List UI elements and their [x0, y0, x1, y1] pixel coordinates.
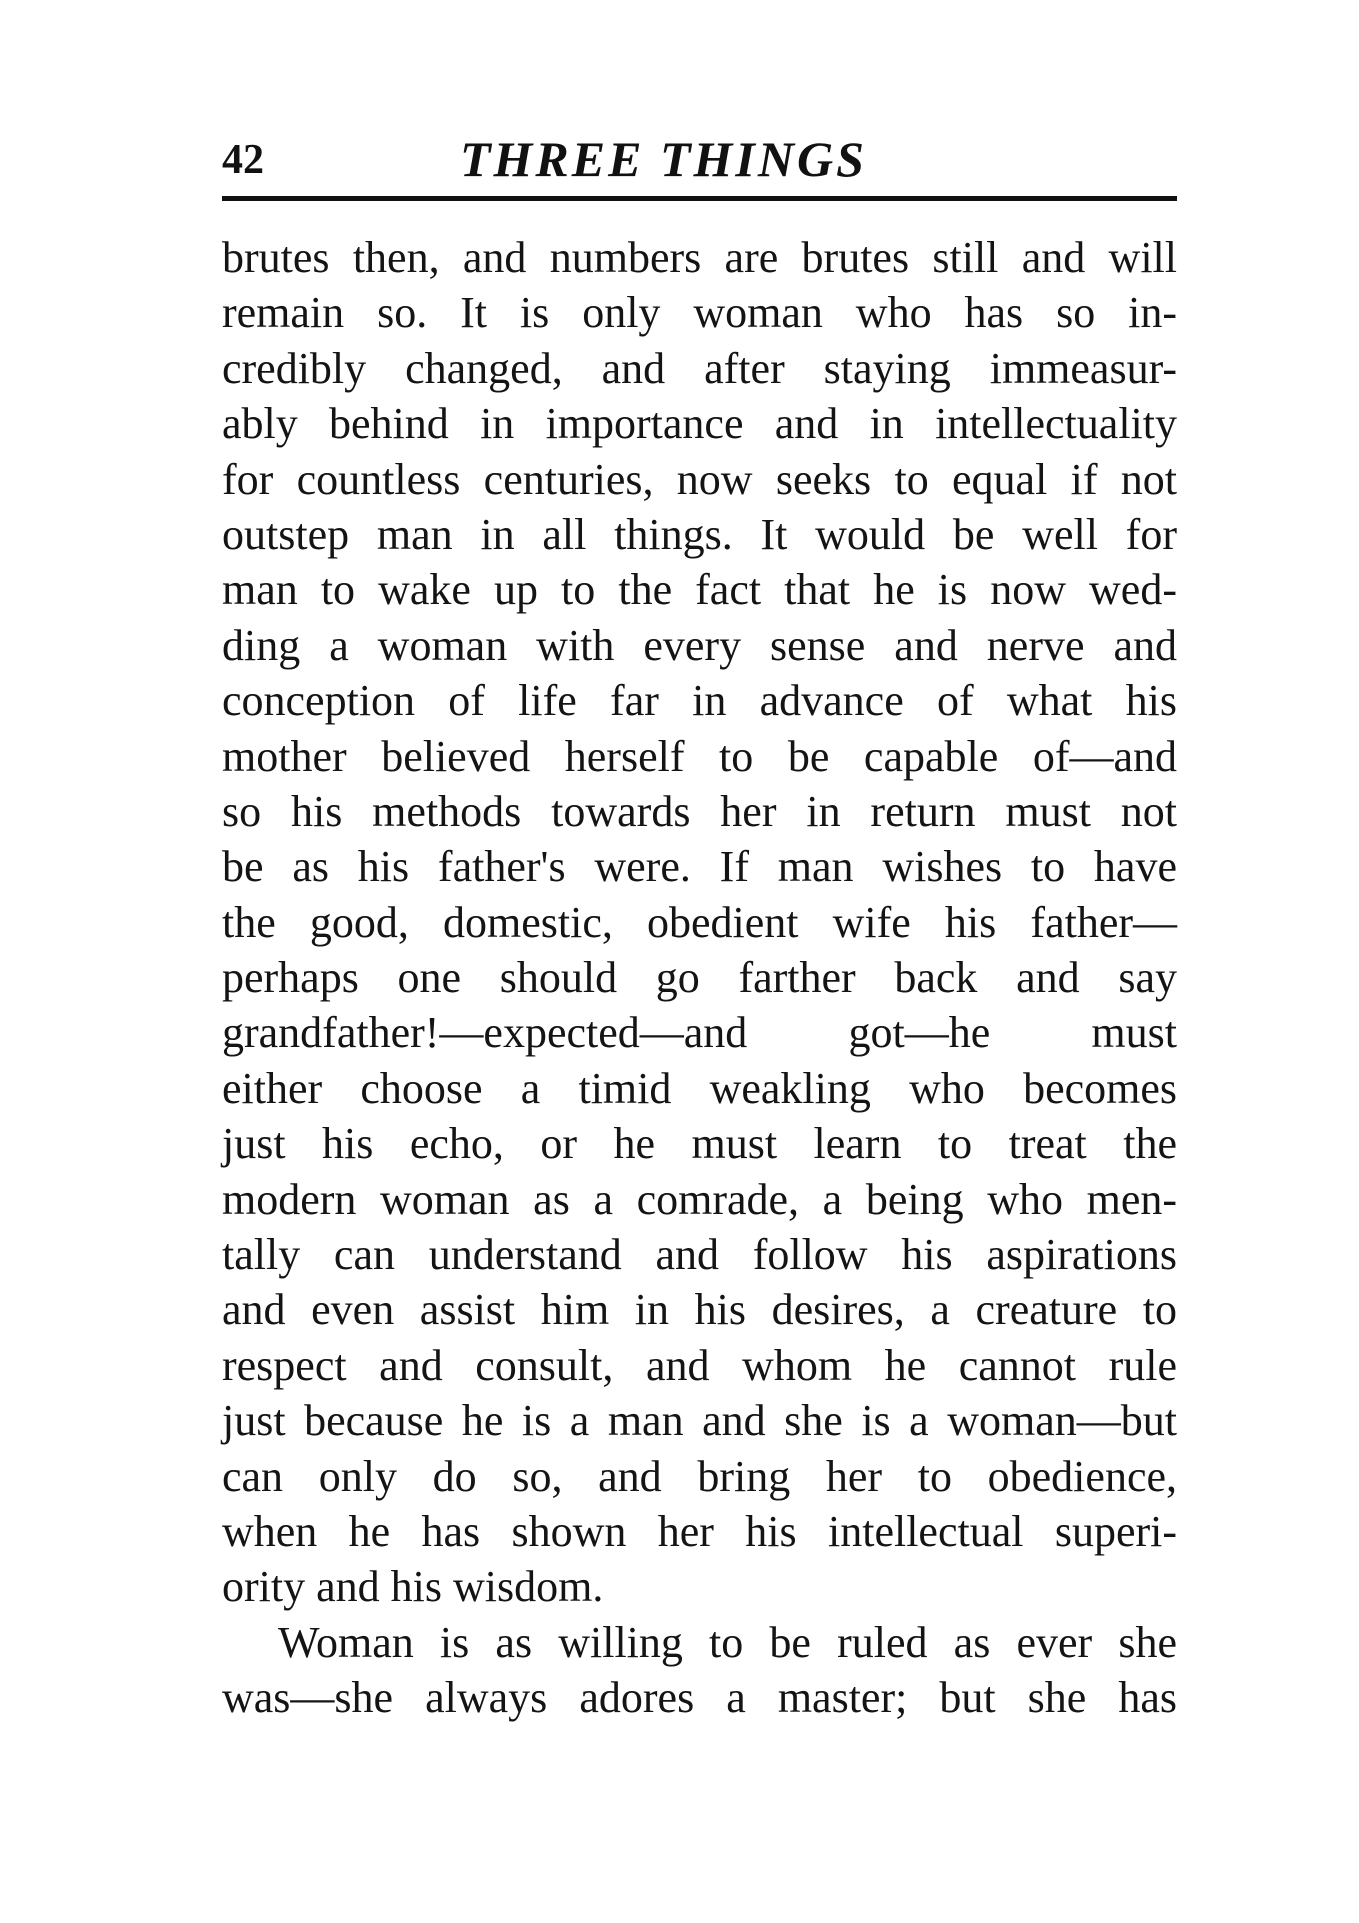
text-line: ding a woman with every sense and nerve and — [222, 620, 1177, 670]
text-line: either choose a timid weakling who becomes — [222, 1063, 1177, 1113]
text-line: remain so. It is only woman who has so in- — [222, 288, 1177, 338]
body-text — [222, 230, 1177, 1726]
text-line: man to wake up to the fact that he is now wed- — [222, 565, 1177, 615]
text-line: Woman is as willing to be ruled as ever she — [278, 1617, 1177, 1667]
text-line: was—she always adores a master; but she has — [222, 1673, 1177, 1723]
text-line: just because he is a man and she is a woman—but — [222, 1396, 1177, 1446]
paragraph-1 — [222, 230, 1177, 1615]
running-title: THREE THINGS — [460, 131, 867, 187]
text-line: for countless centuries, now seeks to equal if not — [222, 454, 1177, 504]
text-line: outstep man in all things. It would be well for — [222, 509, 1177, 559]
text-line: ably behind in importance and in intellectuality — [222, 399, 1177, 449]
text-line: respect and consult, and whom he cannot rule — [222, 1340, 1177, 1390]
text-line: ority and his wisdom. — [222, 1562, 604, 1612]
text-line: conception of life far in advance of what his — [222, 676, 1177, 726]
text-line: when he has shown her his intellectual superi- — [222, 1506, 1177, 1556]
text-line: credibly changed, and after staying immeasur- — [222, 343, 1177, 393]
text-line: modern woman as a comrade, a being who men- — [222, 1174, 1177, 1224]
text-line: so his methods towards her in return must not — [222, 786, 1177, 836]
text-line: be as his father's were. If man wishes to have — [222, 842, 1177, 892]
text-line: the good, domestic, obedient wife his father— — [222, 897, 1177, 947]
header-rule — [222, 196, 1177, 201]
paragraph-2 — [222, 1615, 1177, 1726]
text-line: mother believed herself to be capable of—and — [222, 731, 1177, 781]
text-line: grandfather!—expected—and got—he must — [222, 1008, 1177, 1058]
text-line: perhaps one should go farther back and say — [222, 953, 1177, 1003]
text-line: and even assist him in his desires, a creature to — [222, 1285, 1177, 1335]
text-line: brutes then, and numbers are brutes still and will — [222, 233, 1177, 282]
text-line: tally can understand and follow his aspirations — [222, 1230, 1177, 1280]
page-number: 42 — [222, 137, 264, 183]
text-line: can only do so, and bring her to obedience, — [222, 1451, 1177, 1501]
text-line: just his echo, or he must learn to treat the — [222, 1119, 1177, 1169]
running-head — [222, 130, 1177, 194]
